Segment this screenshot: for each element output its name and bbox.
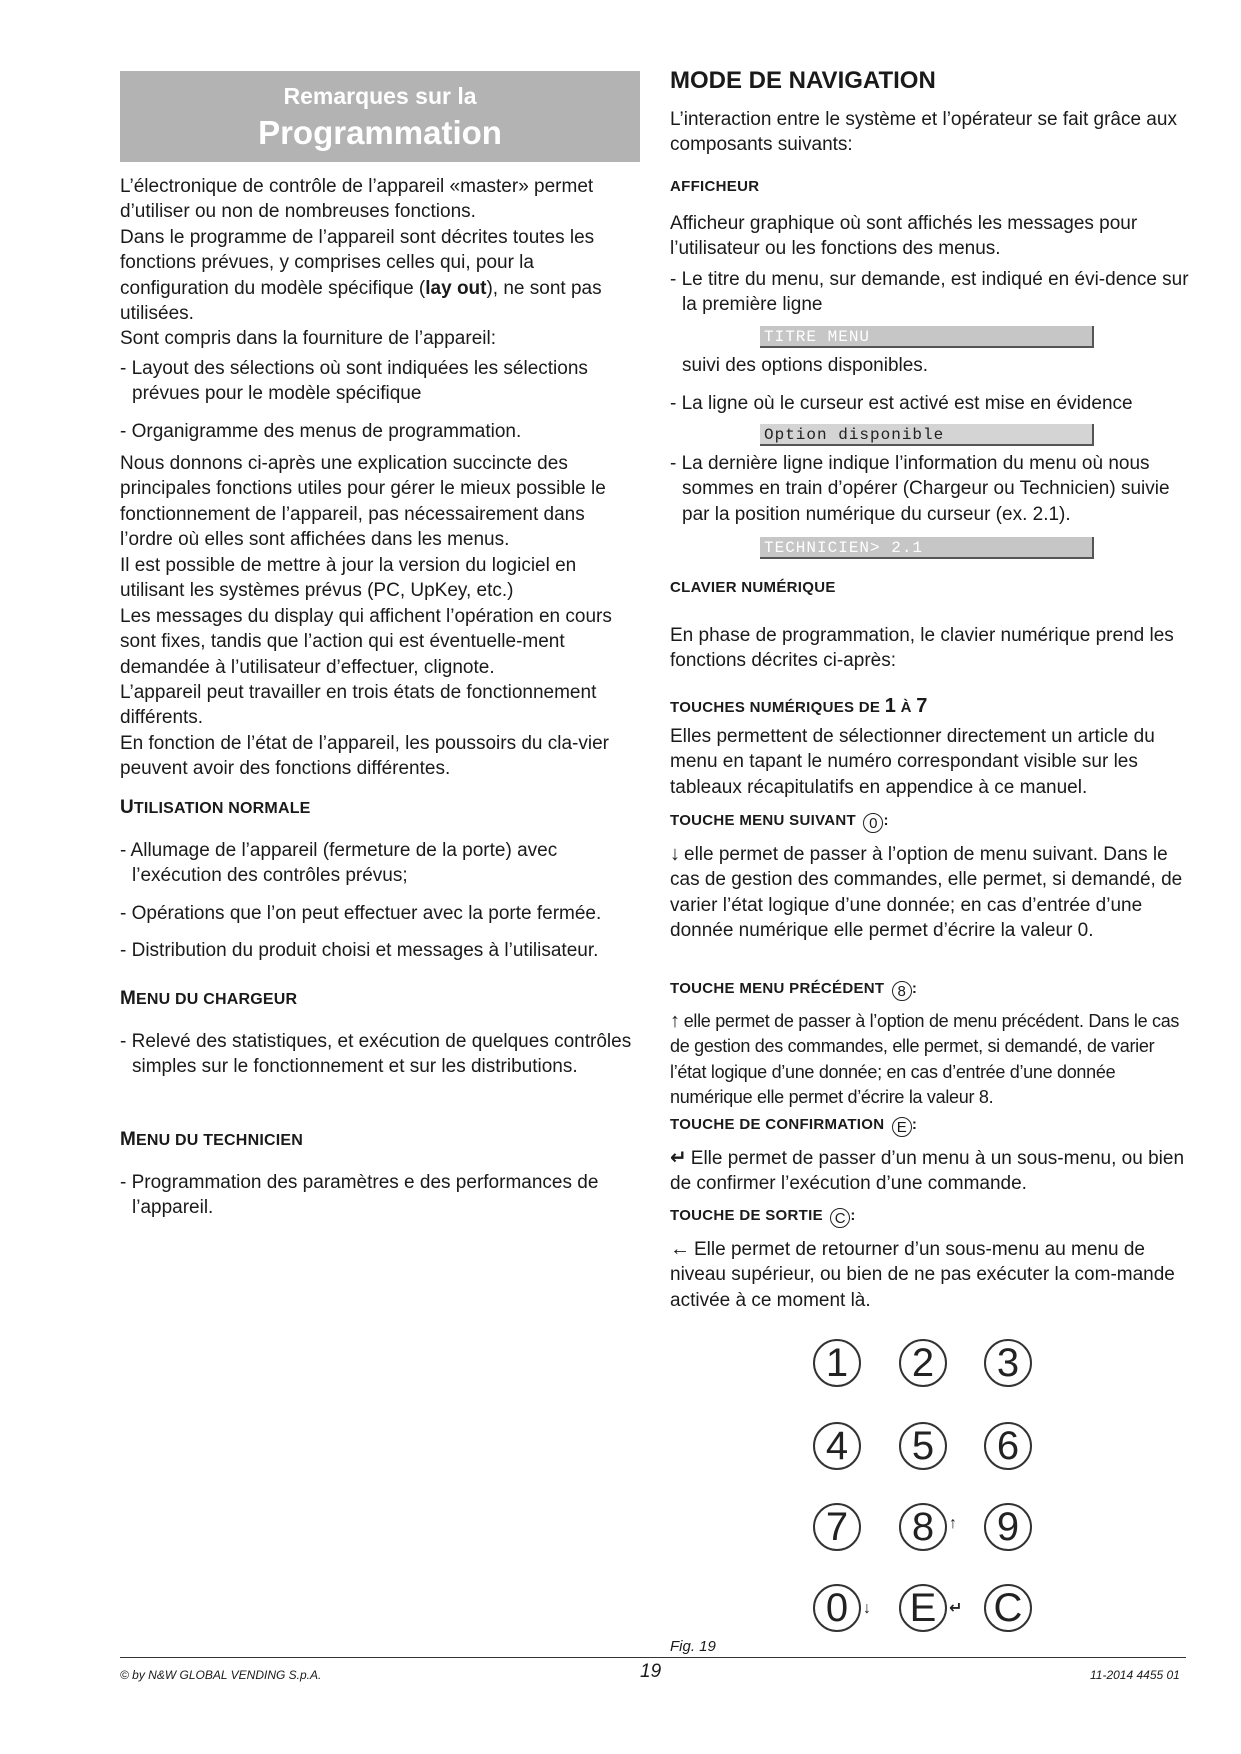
text-part: elle permet de passer à l’option de menu suivant. Dans le cas de gestion des commandes, elle permet, si demandé, de varier l’état logique d’une donnée; en cas d’entrée d’une donnée numérique elle permet d’écrire la valeur 0. (670, 844, 1183, 942)
heading-text: TOUCHE MENU SUIVANT (670, 812, 856, 829)
footer-docref: 11-2014 4455 01 (1090, 1668, 1180, 1682)
banner-subtitle: Remarques sur la (283, 83, 477, 109)
figure-caption: Fig. 19 (670, 1638, 716, 1655)
program-paragraph (120, 225, 640, 327)
heading-cap: M (120, 988, 137, 1009)
heading-confirmation: TOUCHE DE CONFIRMATION E : (670, 1116, 918, 1136)
key-1: 1 (813, 1339, 861, 1387)
key-6: 6 (984, 1422, 1032, 1470)
key-7: 7 (813, 1503, 861, 1551)
heading-cap: U (120, 797, 134, 818)
section-banner (120, 71, 640, 162)
display-paragraph: Les messages du display qui affichent l’opération en cours sont fixes, tandis que l’action qui est éventuelle-ment demandée à l’utilisateur d’effectuer, clignote. (120, 606, 612, 678)
page-number: 19 (640, 1661, 662, 1682)
list-item: - Layout des sélections où sont indiquées les sélections prévues pour le modèle spécifique (120, 358, 588, 405)
list-item: - Organigramme des menus de programmation. (120, 421, 522, 442)
heading-text: TOUCHE DE CONFIRMATION (670, 1116, 885, 1133)
menu-suivant-paragraph (670, 842, 1190, 944)
key-4: 4 (813, 1422, 861, 1470)
heading-rest: TILISATION NORMALE (133, 800, 311, 817)
key-3: 3 (984, 1339, 1032, 1387)
heading-afficheur: AFFICHEUR (670, 178, 760, 195)
list-item: - Distribution du produit choisi et messages à l’utilisateur. (120, 940, 599, 961)
heading-rest: ENU DU TECHNICIEN (136, 1132, 303, 1149)
states-paragraph: L’appareil peut travailler en trois états de fonctionnement différents. (120, 682, 597, 729)
numeric-keys-paragraph: Elles permettent de sélectionner directement un article du menu en tapant le numéro correspondant visible sur les tableaux récapitulatifs en appendice à ce manuel. (670, 726, 1155, 798)
footer-divider (120, 1657, 1186, 1658)
key-c: C (984, 1584, 1032, 1632)
layout-term: lay out (425, 277, 487, 299)
supply-paragraph: Sont compris dans la fourniture de l’appareil: (120, 328, 496, 349)
text-part: ), ne sont pas utilisées. (120, 277, 602, 325)
clavier-paragraph: En phase de programmation, le clavier numérique prend les fonctions décrites ci-après: (670, 625, 1174, 672)
afficheur-paragraph: Afficheur graphique où sont affichés les messages pour l’utilisateur ou les fonctions des menus. (670, 213, 1138, 260)
key-e: E (899, 1584, 947, 1632)
key-8-icon: 8 (892, 981, 912, 1001)
arrow-left-icon: ← (670, 1238, 690, 1260)
list-item: - Allumage de l’appareil (fermeture de la porte) avec l’exécution des contrôles prévus; (120, 840, 558, 887)
key-0: 0 (813, 1584, 861, 1632)
heading-cap: M (120, 1129, 137, 1150)
heading-number: 7 (916, 695, 928, 717)
key-c-icon: C (830, 1208, 850, 1228)
key-5: 5 (899, 1422, 947, 1470)
heading-rest: ENU DU CHARGEUR (136, 991, 298, 1008)
key-2: 2 (899, 1339, 947, 1387)
text-part: Elle permet de retourner d’un sous-menu au menu de niveau supérieur, ou bien de ne pas exécuter la com-mande activée à ce moment là. (670, 1239, 1175, 1311)
lcd-technicien: TECHNICIEN> 2.1 (760, 537, 1094, 559)
arrow-down-icon: ↓ (863, 1600, 871, 1617)
arrow-up-icon: ↑ (670, 1010, 680, 1032)
page-title: MODE DE NAVIGATION (670, 67, 936, 94)
heading-touches-numeriques (670, 695, 928, 718)
intro-paragraph: L’interaction entre le système et l’opérateur se fait grâce aux composants suivants: (670, 109, 1177, 156)
lcd-title-menu: TITRE MENU (760, 326, 1094, 348)
key-0-icon: 0 (863, 813, 883, 833)
sortie-paragraph (670, 1237, 1190, 1313)
heading-chargeur (120, 988, 297, 1010)
heading-text: TOUCHE DE SORTIE (670, 1207, 823, 1224)
key-9: 9 (984, 1503, 1032, 1551)
key-8: 8 (899, 1503, 947, 1551)
list-item: - Le titre du menu, sur demande, est indiqué en évi-dence sur la première ligne (670, 269, 1189, 316)
confirmation-paragraph (670, 1146, 1190, 1197)
arrow-down-icon: ↓ (670, 843, 680, 865)
text-part: Dans le programme de l’appareil sont décrites toutes les fonctions prévues, y comprises celles qui, pour la configuration du modèle spécifique ( (120, 227, 595, 299)
heading-technicien (120, 1129, 303, 1151)
menu-precedent-paragraph (670, 1009, 1190, 1111)
heading-menu-precedent: TOUCHE MENU PRÉCÉDENT 8 : (670, 980, 918, 1000)
buttons-paragraph: En fonction de l’état de l’appareil, les poussoirs du cla-vier peuvent avoir des fonctions différentes. (120, 733, 609, 780)
enter-arrow-icon: ↵ (670, 1147, 687, 1169)
heading-clavier: CLAVIER NUMÉRIQUE (670, 579, 836, 596)
list-item: - La ligne où le curseur est activé est mise en évidence (670, 393, 1133, 414)
heading-text: TOUCHE MENU PRÉCÉDENT (670, 980, 885, 997)
text-part: Elle permet de passer d’un menu à un sous-menu, ou bien de confirmer l’exécution d’une commande. (670, 1148, 1185, 1195)
heading-text: TOUCHES NUMÉRIQUES DE (670, 699, 885, 716)
heading-sortie: TOUCHE DE SORTIE C : (670, 1207, 856, 1227)
list-item: - La dernière ligne indique l’information du menu où nous sommes en train d’opérer (Chargeur ou Technicien) suivie par la position numérique du curseur (ex. 2.1). (670, 453, 1170, 525)
enter-arrow-icon: ↵ (949, 1600, 963, 1617)
footer-copyright: © by N&W GLOBAL VENDING S.p.A. (120, 1668, 322, 1682)
heading-menu-suivant: TOUCHE MENU SUIVANT 0 : (670, 812, 889, 832)
heading-utilisation (120, 797, 311, 819)
explanation-paragraph: Nous donnons ci-après une explication succincte des principales fonctions utiles pour gérer le mieux possible le fonctionnement de l’appareil, pas nécessairement dans l’ordre où elles sont affichées dans les menus. (120, 453, 606, 551)
software-paragraph: Il est possible de mettre à jour la version du logiciel en utilisant les systèmes prévus (PC, UpKey, etc.) (120, 555, 577, 602)
heading-text: À (896, 699, 917, 716)
arrow-up-icon: ↑ (949, 1515, 957, 1532)
afficheur-text: suivi des options disponibles. (682, 355, 929, 376)
banner-title: Programmation (258, 114, 502, 151)
list-item: - Programmation des paramètres e des performances de l’appareil. (120, 1172, 599, 1219)
intro-paragraph: L’électronique de contrôle de l’appareil «master» permet d’utiliser ou non de nombreuses fonctions. (120, 176, 594, 223)
key-e-icon: E (892, 1117, 912, 1137)
text-part: elle permet de passer à l’option de menu précédent. Dans le cas de gestion des commandes, elle permet, si demandé, de varier l’état logique d’une donnée; en cas d’entrée d’une donnée numérique elle permet d’écrire la valeur 8. (670, 1011, 1180, 1108)
list-item: - Opérations que l’on peut effectuer avec la porte fermée. (120, 903, 602, 924)
heading-number: 1 (884, 695, 897, 717)
list-item: - Relevé des statistiques, et exécution de quelques contrôles simples sur le fonctionnement et sur les distributions. (120, 1031, 632, 1078)
lcd-option: Option disponible (760, 424, 1094, 446)
